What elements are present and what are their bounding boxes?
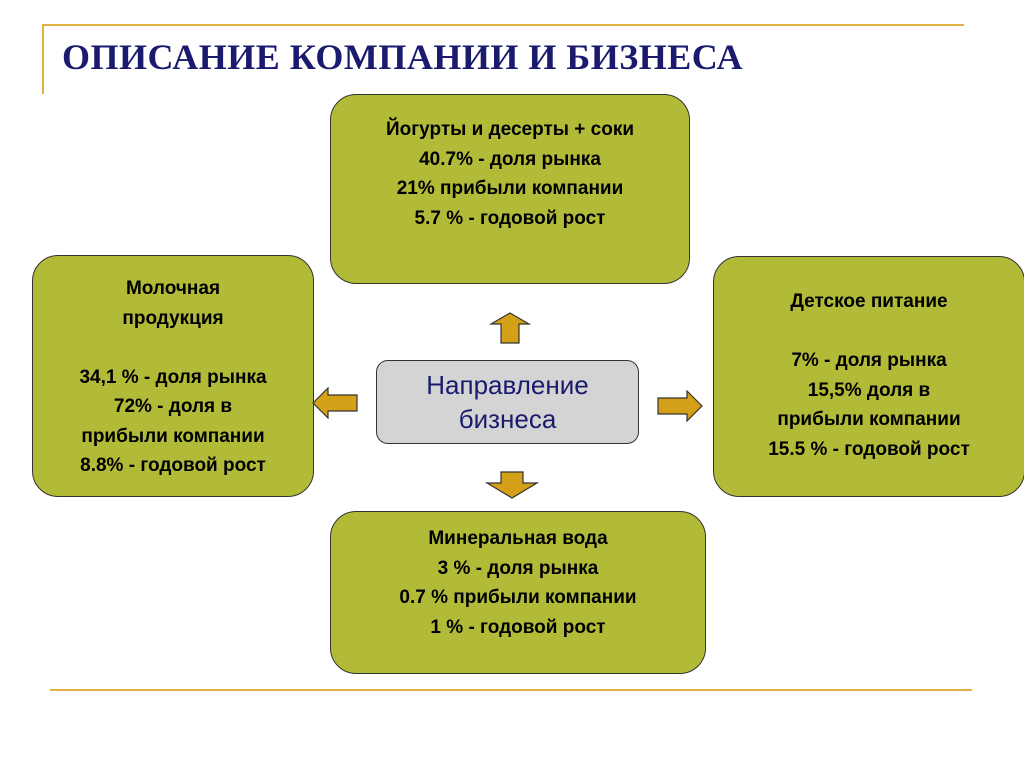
segment-baby-food-profit-share-line-1: 15,5% доля в (807, 379, 931, 401)
segment-dairy-market-share: 34,1 % - доля рынка (79, 366, 267, 388)
segment-mineral-water-box (330, 511, 706, 674)
segment-mineral-water-profit-share: 0.7 % прибыли компании (399, 587, 637, 608)
segment-mineral-water-market-share: 3 % - доля рынка (437, 557, 599, 579)
segment-baby-food-profit-share-line-2: прибыли компании (777, 409, 961, 430)
arrow-down-icon (485, 471, 539, 499)
segment-mineral-water-growth: 1 % - годовой рост (430, 616, 606, 638)
segment-baby-food-box (713, 256, 1024, 497)
segment-yogurts-profit-share: 21% прибыли компании (396, 178, 624, 199)
segment-baby-food-market-share: 7% - доля рынка (791, 350, 947, 371)
arrow-right-shape (658, 391, 702, 421)
segment-yogurts-box (330, 94, 690, 284)
slide-title: ОПИСАНИЕ КОМПАНИИ И БИЗНЕСА (62, 37, 743, 77)
center-label-line-1: Направление (426, 370, 589, 400)
arrow-left-shape (313, 388, 357, 418)
segment-yogurts-market-share: 40.7% - доля рынка (419, 148, 601, 170)
segment-dairy-profit-share-line-1: 72% - доля в (113, 396, 233, 417)
arrow-up-icon (489, 312, 531, 344)
left-rule (42, 24, 44, 94)
segment-dairy-name-line-1: Молочная (125, 278, 221, 299)
segment-baby-food-name: Детское питание (790, 291, 948, 312)
segment-dairy-profit-share-line-2: прибыли компании (81, 425, 265, 447)
arrow-left-icon (312, 387, 358, 419)
top-rule (42, 24, 964, 26)
segment-dairy-box (32, 255, 314, 497)
arrow-up-shape (491, 313, 529, 343)
segment-mineral-water-name: Минеральная вода (428, 528, 608, 549)
center-label-line-2: бизнеса (458, 404, 557, 434)
segment-baby-food-growth: 15.5 % - годовой рост (768, 438, 970, 460)
segment-dairy-growth: 8.8% - годовой рост (80, 455, 266, 476)
segment-dairy-name-line-2: продукция (122, 307, 224, 329)
business-direction-center-box (376, 360, 639, 444)
arrow-down-shape (487, 472, 537, 498)
arrow-right-icon (657, 390, 703, 422)
segment-yogurts-growth: 5.7 % - годовой рост (414, 207, 606, 229)
bottom-rule (50, 689, 972, 691)
segment-yogurts-name: Йогурты и десерты + соки (385, 119, 635, 140)
